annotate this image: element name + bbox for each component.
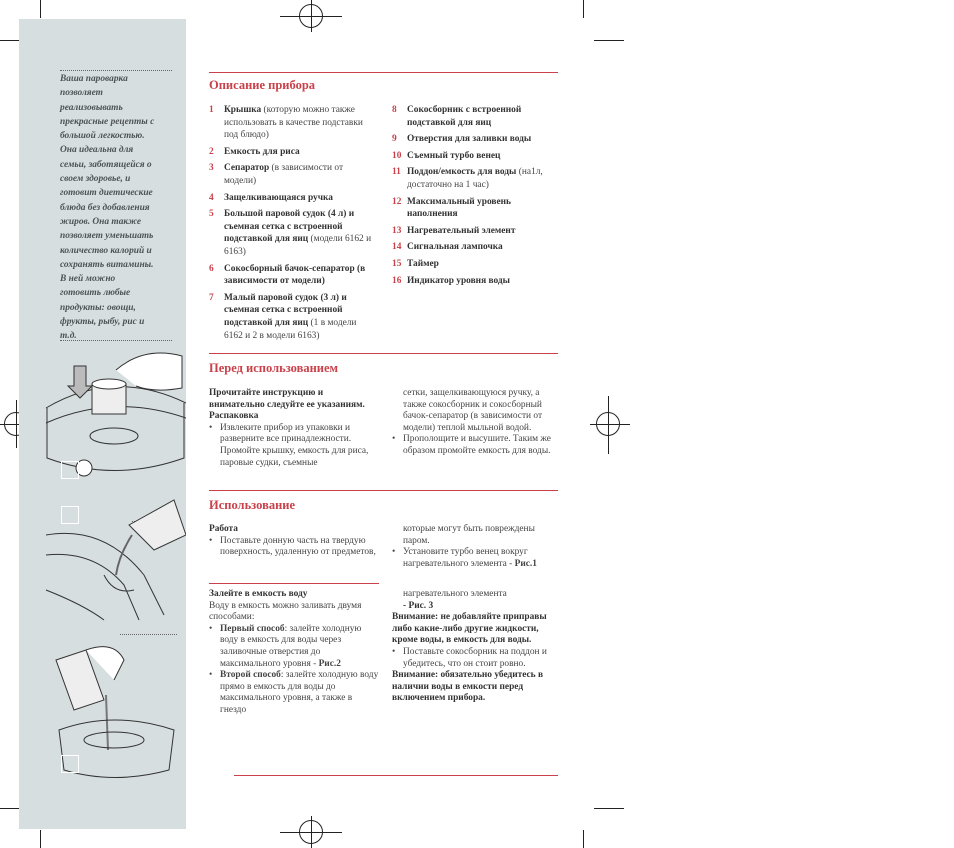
bottom-rule: [234, 775, 558, 776]
method-1-bullet: • Первый способ: залейте холодную воду в емкость для воды через заливочные отверстия до максимального уровня - Рис.2: [209, 624, 379, 670]
warning-2: Внимание: обязательно убедитесь в наличии воды в емкости перед включением прибора.: [392, 670, 544, 704]
list-item: 16 Индикатор уровня воды: [392, 275, 510, 286]
section-rule: [209, 353, 558, 354]
list-item: 4 Защелкивающаяся ручка: [209, 192, 333, 203]
figure-1-marker: [61, 461, 79, 479]
section-title-usage: Использование: [209, 498, 296, 512]
before-col-left: [209, 388, 379, 469]
before-col-right: [392, 388, 560, 458]
list-item: 13 Нагревательный элемент: [392, 225, 516, 236]
crop-mark: [594, 808, 624, 809]
list-item: 11 Поддон/емкость для воды (на1л, достаточно на 1 час): [392, 167, 543, 190]
turbo-bullet: • Установите турбо венец вокруг нагревательного элемента - Рис.1: [392, 547, 560, 570]
section-rule: [209, 490, 558, 491]
unpack-bullet: • Извлеките прибор из упаковки и разверните все принадлежности. Промойте крышку, емкость для риса, паровые судки, съемные: [209, 423, 379, 469]
figure-2-marker: [61, 506, 79, 524]
parts-list-right: [392, 104, 560, 291]
registration-target: [311, 0, 312, 32]
registration-target: [608, 396, 609, 454]
tray-bullet: • Поставьте сокосборник на поддон и убедитесь, что он стоит ровно.: [392, 647, 560, 670]
warning-1: Внимание: не добавляйте приправы либо какие-либо другие жидкости, кроме воды, в емкость для воды.: [392, 612, 547, 646]
list-item: 10 Съемный турбо венец: [392, 150, 501, 161]
sidebar-intro-text: Ваша пароварка позволяет реализовывать прекрасные рецепты с большой легкостью. Она идеальна для семьи, заботящейся о своем здоровье, и готовит диетические блюда без добавления жиров. Она также позволяет уменьшать количество калорий и сохранять витамины. В ней можно готовить любые продукты: овощи, фрукты, рыбу, рис и т.д.: [60, 74, 155, 342]
list-item: 3 Сепаратор (в зависимости от модели): [209, 163, 344, 186]
work-bullet-cont: которые могут быть повреждены паром.: [403, 524, 535, 546]
section-divider: [209, 583, 379, 584]
section-title-before-use: Перед использованием: [209, 361, 339, 375]
list-item: 1 Крышка (которую можно также использовать в качестве подставки под блюдо): [209, 105, 363, 141]
method-2-ref: - Рис. 3: [403, 600, 434, 611]
sidebar-divider: [60, 340, 172, 341]
fill-title: Залейте в емкость воду: [209, 589, 308, 599]
section-rule: [209, 72, 558, 73]
list-item: 8 Сокосборник с встроенной подставкой для яиц: [392, 105, 522, 128]
usage-col-right-top: [392, 524, 560, 570]
rinse-bullet: • Прополощите и высушите. Таким же образом промойте емкость для воды.: [392, 434, 560, 457]
crop-mark: [594, 40, 624, 41]
usage-col-right-bottom: [392, 589, 560, 705]
list-item: 9 Отверстия для заливки воды: [392, 134, 532, 145]
registration-target: [311, 816, 312, 848]
method-2-cont: нагревательного элемента: [403, 589, 507, 599]
before-intro: Прочитайте инструкцию и внимательно следуйте ее указаниям.: [209, 388, 365, 410]
crop-mark: [583, 830, 584, 848]
crop-mark: [583, 0, 584, 18]
parts-list-left: [209, 104, 375, 346]
list-item: 5 Большой паровой судок (4 л) и съемная сетка с встроенной подставкой для яиц (модели 6162 и 6163): [209, 209, 372, 257]
crop-mark: [40, 0, 41, 18]
list-item: 6 Сокосборный бачок-сепаратор (в зависимости от модели): [209, 263, 366, 287]
registration-target: [590, 424, 630, 425]
crop-mark: [0, 808, 20, 809]
list-item: 14 Сигнальная лампочка: [392, 242, 503, 253]
usage-col-left-bottom: [209, 589, 379, 717]
list-item: 2 Емкость для риса: [209, 146, 300, 157]
sidebar-divider: [60, 70, 172, 71]
crop-mark: [40, 830, 41, 848]
crop-mark: [0, 40, 20, 41]
work-title: Работа: [209, 524, 238, 534]
section-title-description: Описание прибора: [209, 78, 316, 92]
list-item: 7 Малый паровой судок (3 л) и съемная сетка с встроенной подставкой для яиц (1 в модели 6162 и 2 в модели 6163): [209, 292, 357, 341]
sidebar-divider: [120, 634, 177, 635]
work-bullet: • Поставьте донную часть на твердую поверхность, удаленную от предметов,: [209, 536, 379, 559]
list-item: 15 Таймер: [392, 258, 439, 269]
figure-3-marker: [61, 755, 79, 773]
unpack-title: Распаковка: [209, 411, 259, 422]
list-item: 12 Максимальный уровень наполнения: [392, 196, 511, 220]
registration-target: [16, 400, 17, 448]
usage-col-left-top: [209, 524, 379, 559]
unpack-bullet-cont: сетки, защелкивающуюся ручку, а также сокосборник и сокосборный бачок-сепаратор (в зависимости от модели) теплой мыльной водой.: [403, 388, 543, 433]
method-2-bullet: • Второй способ: залейте холодную воду прямо в емкость для воды до максимального уровня, а также в гнездо: [209, 670, 379, 716]
fill-intro: Воду в емкость можно заливать двумя способами:: [209, 600, 362, 623]
